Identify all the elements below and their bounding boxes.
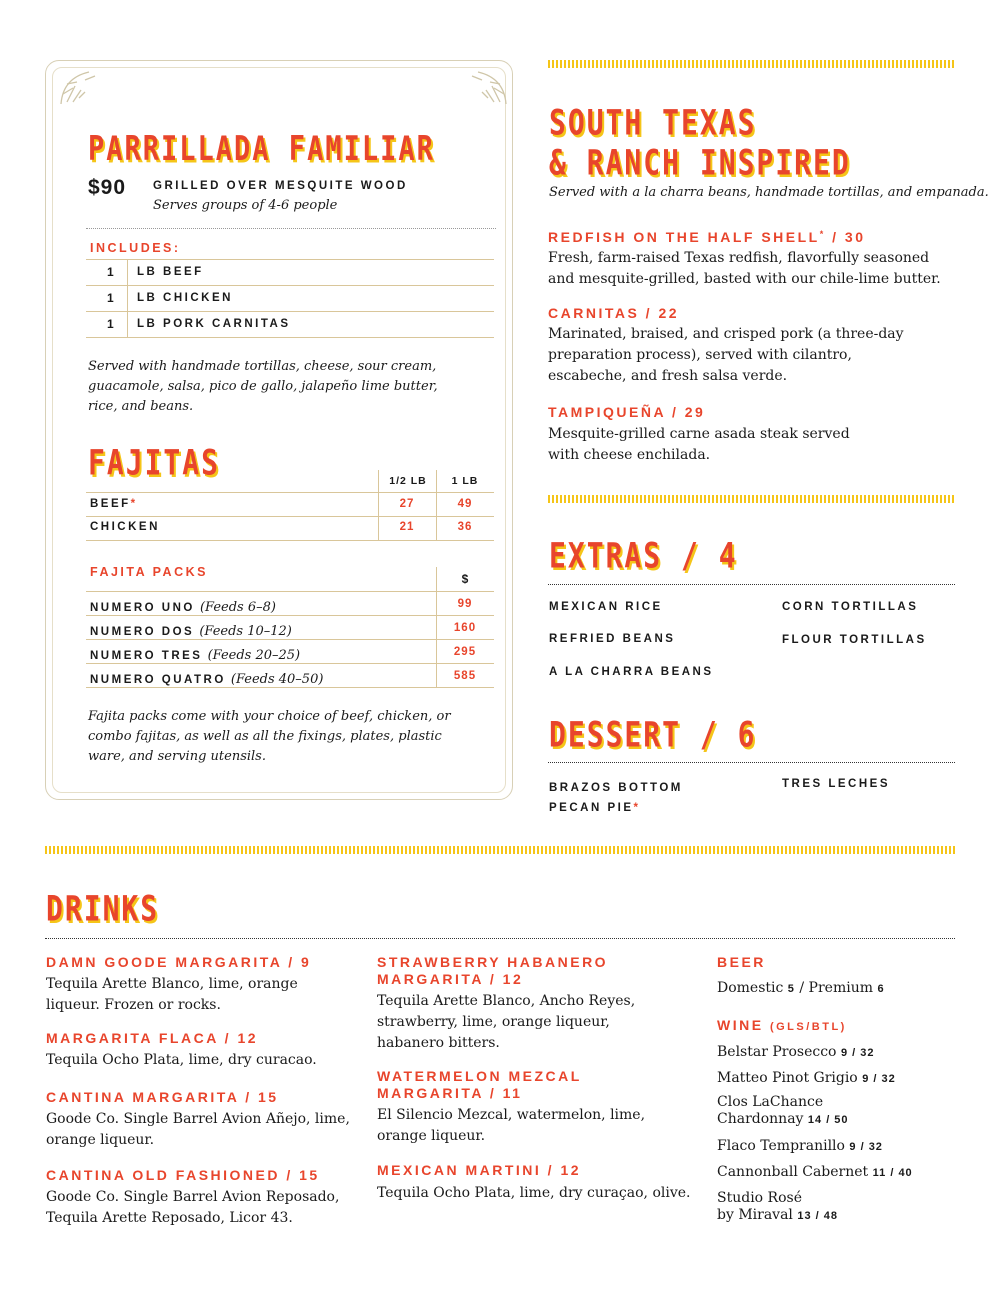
drink-desc: Tequila Arette Blanco, lime, orange liqueur. Frozen or rocks.: [46, 976, 298, 1013]
include-item: LB CHICKEN: [137, 292, 233, 304]
drink-desc: El Silencio Mezcal, watermelon, lime, orange liqueur.: [377, 1107, 646, 1144]
fajita-pack-price: 295: [453, 646, 477, 658]
extras-item: A LA CHARRA BEANS: [549, 666, 714, 678]
fajita-row-label: BEEF*: [90, 498, 138, 510]
dotted-divider: [86, 228, 496, 229]
fajitas-col-half: 1/2 LB: [389, 475, 427, 487]
parrillada-title: PARRILLADA FAMILIAR: [88, 130, 435, 169]
fajita-pack-price: 160: [453, 622, 477, 634]
drink-desc: Goode Co. Single Barrel Avion Añejo, lime, orange liqueur.: [46, 1111, 350, 1148]
south-texas-subtitle: Served with a la charra beans, handmade tortillas, and empanada.: [549, 185, 989, 200]
drink-desc: Tequila Arette Blanco, Ancho Reyes, strawberry, lime, orange liqueur, habanero bitters.: [377, 993, 636, 1051]
drinks-title: DRINKS: [46, 888, 160, 930]
extras-item: FLOUR TORTILLAS: [782, 634, 927, 646]
table-rule: [86, 687, 494, 688]
include-item: LB PORK CARNITAS: [137, 318, 291, 330]
drink-desc: Tequila Ocho Plata, lime, dry curacao.: [46, 1052, 317, 1068]
table-rule: [86, 337, 494, 338]
fajitas-col-one: 1 LB: [451, 475, 479, 487]
dessert-title: DESSERT / 6: [549, 714, 757, 756]
table-rule: [86, 311, 494, 312]
wine-item: Flaco Tempranillo 9 / 32: [717, 1138, 883, 1154]
fajita-row-label: CHICKEN: [90, 521, 160, 533]
menu-item-name: CARNITAS / 22: [548, 305, 680, 321]
dessert-item: BRAZOS BOTTOM PECAN PIE*: [549, 782, 683, 814]
dessert-item: TRES LECHES: [782, 778, 891, 790]
extras-title: EXTRAS / 4: [549, 535, 738, 577]
fajita-packs-note: Fajita packs come with your choice of beef, chicken, or combo fajitas, as well as all the fixings, plates, plastic ware, and serving utensils.: [88, 709, 451, 764]
table-rule: [86, 540, 494, 541]
fajita-pack-price: 585: [453, 670, 477, 682]
drink-name: MARGARITA FLACA / 12: [46, 1030, 259, 1046]
south-texas-title: SOUTH TEXAS & RANCH INSPIRED: [549, 101, 851, 183]
table-rule: [86, 591, 494, 592]
dotted-divider: [45, 938, 955, 939]
sunburst-ornament-right-icon: [452, 64, 512, 108]
extras-item: CORN TORTILLAS: [782, 601, 919, 613]
table-column-rule: [127, 259, 128, 337]
drink-name: MEXICAN MARTINI / 12: [377, 1162, 582, 1178]
wine-item: Studio Rosé by Miraval 13 / 48: [717, 1190, 838, 1223]
fajita-half-price: 21: [399, 521, 415, 533]
drink-name: WATERMELON MEZCAL MARGARITA / 11: [377, 1068, 582, 1101]
menu-item-desc: Mesquite-grilled carne asada steak served with cheese enchilada.: [548, 426, 850, 463]
drink-desc: Tequila Ocho Plata, lime, dry curaçao, olive.: [377, 1185, 691, 1201]
menu-item-name: TAMPIQUEÑA / 29: [548, 404, 706, 420]
include-qty: 1: [107, 265, 114, 279]
include-item: LB BEEF: [137, 266, 204, 278]
fajita-packs-label: FAJITA PACKS: [90, 565, 208, 579]
parrillada-note: Served with handmade tortillas, cheese, sour cream, guacamole, salsa, pico de gallo, jalapeño lime butter, rice, and beans.: [88, 359, 438, 414]
fajita-one-price: 36: [457, 521, 473, 533]
parrillada-serves: Serves groups of 4-6 people: [153, 198, 338, 213]
yellow-stripe-divider: [45, 846, 955, 854]
parrillada-price: $90: [88, 176, 127, 199]
drink-desc: Goode Co. Single Barrel Avion Reposado, Tequila Arette Reposado, Licor 43.: [46, 1189, 340, 1226]
table-rule: [86, 639, 494, 640]
fajita-pack-row: NUMERO QUATRO (Feeds 40–50): [90, 672, 324, 687]
menu-item-desc: Fresh, farm-raised Texas redfish, flavorfully seasoned and mesquite-grilled, basted with our chile-lime butter.: [548, 250, 941, 287]
fajita-pack-price: 99: [457, 598, 473, 610]
fajita-half-price: 27: [399, 498, 415, 510]
drink-name: DAMN GOODE MARGARITA / 9: [46, 954, 312, 970]
fajita-one-price: 49: [457, 498, 473, 510]
dotted-divider: [548, 584, 955, 585]
drink-name: CANTINA OLD FASHIONED / 15: [46, 1167, 320, 1183]
parrillada-subtitle: GRILLED OVER MESQUITE WOOD: [153, 180, 408, 192]
fajita-pack-row: NUMERO UNO (Feeds 6–8): [90, 600, 276, 615]
yellow-stripe-divider: [548, 60, 955, 68]
wine-item: Matteo Pinot Grigio 9 / 32: [717, 1070, 896, 1086]
include-qty: 1: [107, 317, 114, 331]
table-rule: [86, 663, 494, 664]
drink-name: CANTINA MARGARITA / 15: [46, 1089, 279, 1105]
beer-prices: Domestic 5 / Premium 6: [717, 980, 885, 996]
fajita-pack-row: NUMERO DOS (Feeds 10–12): [90, 624, 292, 639]
yellow-stripe-divider: [548, 495, 955, 503]
drink-name: STRAWBERRY HABANERO MARGARITA / 12: [377, 954, 609, 987]
table-rule: [86, 492, 494, 493]
extras-item: MEXICAN RICE: [549, 601, 663, 613]
table-rule: [86, 285, 494, 286]
includes-label: INCLUDES:: [90, 241, 181, 255]
wine-item: Belstar Prosecco 9 / 32: [717, 1044, 875, 1060]
fajita-packs-col: $: [461, 572, 469, 586]
beer-label: BEER: [717, 954, 766, 970]
menu-item-desc: Marinated, braised, and crisped pork (a three-day preparation process), served with cilantro, escabeche, and fresh salsa verde.: [548, 326, 904, 384]
include-qty: 1: [107, 291, 114, 305]
wine-item: Clos LaChance Chardonnay 14 / 50: [717, 1094, 849, 1127]
table-rule: [86, 615, 494, 616]
table-rule: [86, 516, 494, 517]
fajitas-title: FAJITAS: [88, 442, 221, 484]
wine-item: Cannonball Cabernet 11 / 40: [717, 1164, 913, 1180]
extras-item: REFRIED BEANS: [549, 633, 676, 645]
sunburst-ornament-left-icon: [55, 64, 115, 108]
table-rule: [86, 259, 494, 260]
dotted-divider: [548, 762, 955, 763]
fajita-pack-row: NUMERO TRES (Feeds 20–25): [90, 648, 301, 663]
menu-item-name: REDFISH ON THE HALF SHELL* / 30: [548, 229, 866, 245]
wine-label: WINE (GLS/BTL): [717, 1017, 847, 1033]
